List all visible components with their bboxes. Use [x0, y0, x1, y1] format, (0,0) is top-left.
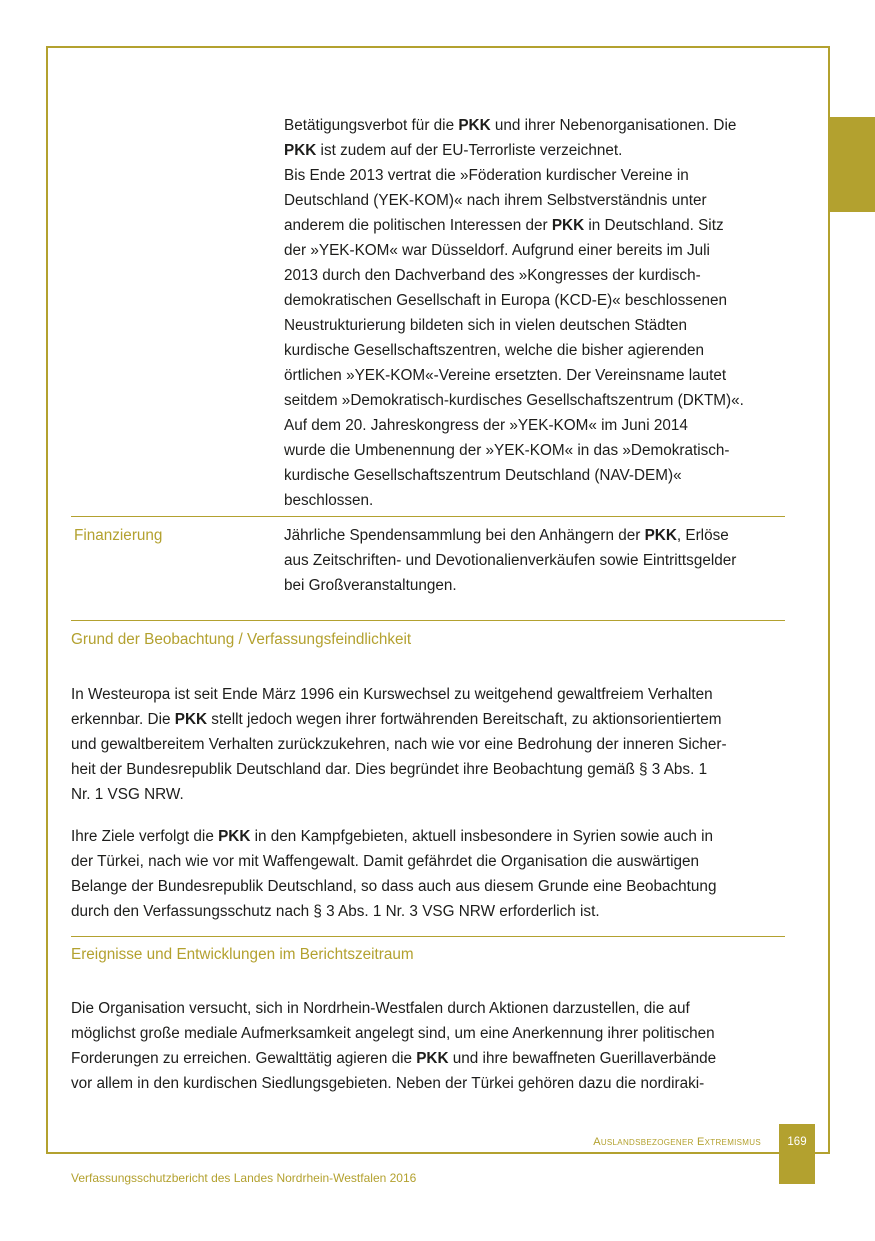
- page-number: 169: [779, 1124, 815, 1184]
- text-line: Die Organisation versucht, sich in Nordrhein-Westfalen durch Aktionen darzustellen, die auf: [71, 1000, 690, 1017]
- bold-term: PKK: [551, 217, 585, 234]
- text-line: wurde die Umbenennung der »YEK-KOM« in das »Demokratisch-: [284, 442, 730, 459]
- section1-paragraph-1: [71, 682, 801, 807]
- bold-term: PKK: [284, 142, 317, 159]
- text-line: anderem die politischen Interessen der PKK in Deutschland. Sitz: [284, 217, 724, 234]
- bold-term: PKK: [416, 1050, 449, 1067]
- text-line: bei Großveranstaltungen.: [284, 577, 457, 594]
- financing-text: [284, 523, 814, 598]
- text-line: 2013 durch den Dachverband des »Kongresses der kurdisch-: [284, 267, 701, 284]
- text-line: Ihre Ziele verfolgt die PKK in den Kampfgebieten, aktuell insbesondere in Syrien sowie auch in: [71, 828, 713, 845]
- text-line: Jährliche Spendensammlung bei den Anhängern der PKK, Erlöse: [284, 527, 729, 544]
- footer-section-label: Auslandsbezogener Extremismus: [593, 1136, 761, 1148]
- bold-term: PKK: [218, 828, 251, 845]
- text-line: heit der Bundesrepublik Deutschland dar. Dies begründet ihre Beobachtung gemäß § 3 Abs. 1: [71, 761, 708, 778]
- divider-section1: [71, 620, 785, 621]
- text-line: vor allem in den kurdischen Siedlungsgebieten. Neben der Türkei gehören dazu die nordiraki-: [71, 1075, 705, 1092]
- text-line: Auf dem 20. Jahreskongress der »YEK-KOM« im Juni 2014: [284, 417, 688, 434]
- section2-text: [71, 996, 801, 1096]
- text-line: der Türkei, nach wie vor mit Waffengewalt. Damit gefährdet die Organisation die auswärtigen: [71, 853, 700, 870]
- divider-financing: [71, 516, 785, 517]
- text-line: beschlossen.: [284, 492, 374, 509]
- text-line: demokratischen Gesellschaft in Europa (KCD-E)« beschlossenen: [284, 292, 727, 309]
- divider-section2: [71, 936, 785, 937]
- text-line: durch den Verfassungsschutz nach § 3 Abs. 1 Nr. 3 VSG NRW erforderlich ist.: [71, 903, 600, 920]
- text-line: möglichst große mediale Aufmerksamkeit angelegt sind, um eine Anerkennung ihrer politischen: [71, 1025, 715, 1042]
- text-line: seitdem »Demokratisch-kurdisches Gesellschaftszentrum (DKTM)«.: [284, 392, 744, 409]
- text-line: Nr. 1 VSG NRW.: [71, 786, 184, 803]
- text-line: Neustrukturierung bildeten sich in vielen deutschen Städten: [284, 317, 688, 334]
- section1-heading: Grund der Beobachtung / Verfassungsfeindlichkeit: [71, 631, 412, 648]
- bold-term: PKK: [644, 527, 677, 544]
- text-line: Deutschland (YEK-KOM)« nach ihrem Selbstverständnis unter: [284, 192, 707, 209]
- text-line: kurdische Gesellschaftszentrum Deutschland (NAV-DEM)«: [284, 467, 682, 484]
- text-line: örtlichen »YEK-KOM«-Vereine ersetzten. Der Vereinsname lautet: [284, 367, 727, 384]
- text-line: Forderungen zu erreichen. Gewalttätig agieren die PKK und ihre bewaffneten Guerillaverbände: [71, 1050, 717, 1067]
- bold-term: PKK: [174, 711, 208, 728]
- section2-heading: Ereignisse und Entwicklungen im Berichtszeitraum: [71, 946, 414, 963]
- text-line: Betätigungsverbot für die PKK und ihrer Nebenorganisationen. Die: [284, 117, 737, 134]
- text-line: PKK ist zudem auf der EU-Terrorliste verzeichnet.: [284, 142, 623, 159]
- text-line: der »YEK-KOM« war Düsseldorf. Aufgrund einer bereits im Juli: [284, 242, 710, 259]
- text-line: kurdische Gesellschaftszentren, welche die bisher agierenden: [284, 342, 705, 359]
- financing-label: Finanzierung: [74, 527, 163, 544]
- text-line: erkennbar. Die PKK stellt jedoch wegen ihrer fortwährenden Bereitschaft, zu aktionsorientiertem: [71, 711, 722, 728]
- text-line: Bis Ende 2013 vertrat die »Föderation kurdischer Vereine in: [284, 167, 689, 184]
- bold-term: PKK: [458, 117, 491, 134]
- footer-publication-title: Verfassungsschutzbericht des Landes Nordrhein-Westfalen 2016: [71, 1171, 417, 1185]
- intro-text: [284, 113, 814, 513]
- chapter-thumb-tab: [829, 117, 875, 212]
- text-line: und gewaltbereitem Verhalten zurückzukehren, nach wie vor eine Bedrohung der inneren Sicher-: [71, 736, 727, 753]
- section1-paragraph-2: [71, 824, 801, 924]
- text-line: Belange der Bundesrepublik Deutschland, so dass auch aus diesem Grunde eine Beobachtung: [71, 878, 717, 895]
- text-line: In Westeuropa ist seit Ende März 1996 ein Kurswechsel zu weitgehend gewaltfreiem Verhalten: [71, 686, 713, 703]
- text-line: aus Zeitschriften- und Devotionalienverkäufen sowie Eintrittsgelder: [284, 552, 737, 569]
